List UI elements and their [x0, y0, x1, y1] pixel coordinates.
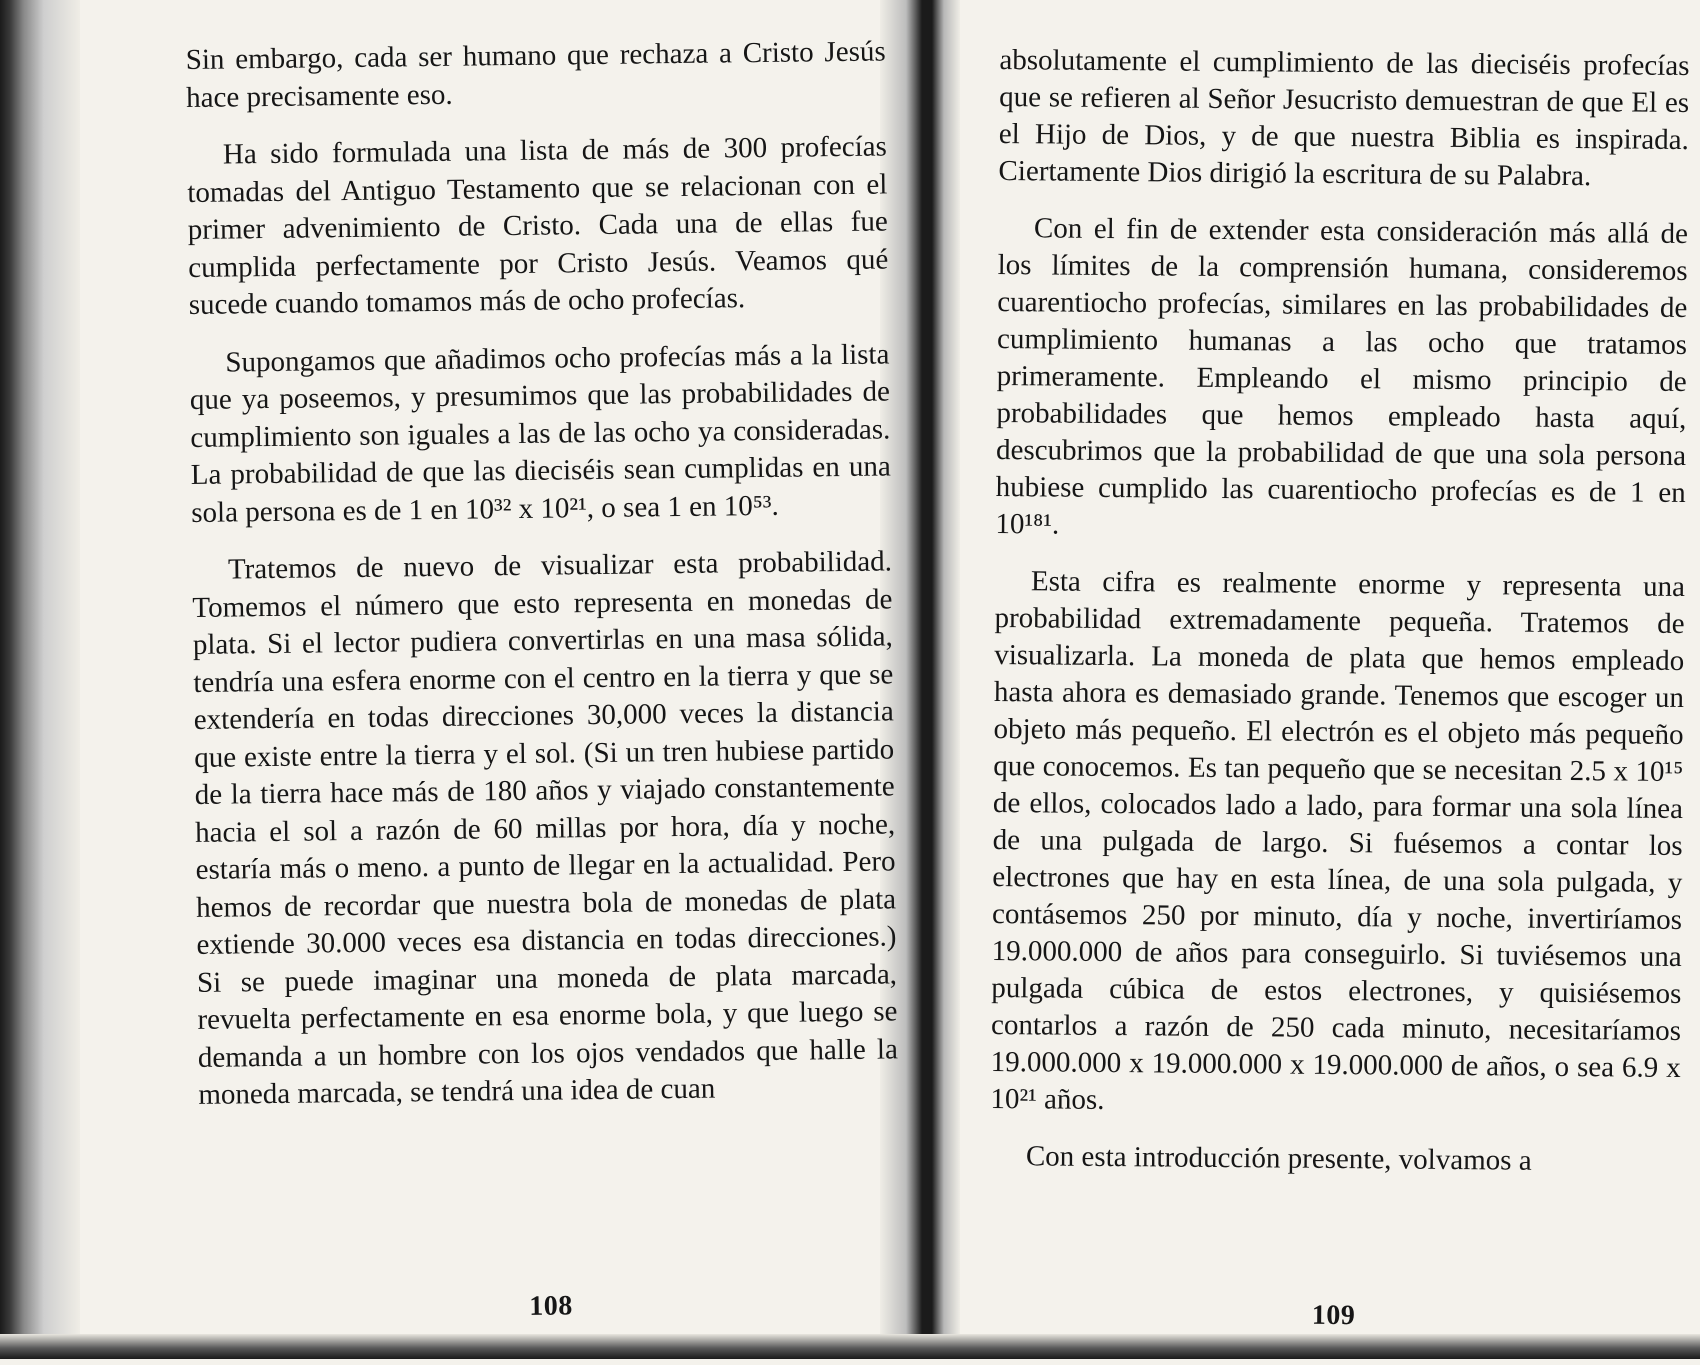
left-page-edge-shadow: [0, 0, 80, 1359]
right-paragraph-2: Con el fin de extender esta consideración más allá de los límites de la comprensión humana, consideremos cuarentiocho profecías, similares en las probabilidades de cumplimiento humanas a las ocho que tratamos primeramente. Empleando el mismo principio de probabilidades que hemos empleado hasta aquí, descubrimos que la probabilidad de que una sola persona hubiese cumplido las cuarentiocho profecías es de 1 en 10¹⁸¹.: [995, 212, 1689, 541]
right-page-text: [990, 42, 1690, 1201]
left-paragraph-1: Sin embargo, cada ser humano que rechaza a Cristo Jesús hace precisamente eso.: [185, 35, 886, 114]
right-paragraph-1: absolutamente el cumplimiento de las dieciséis profecías que se refieren al Señor Jesucristo demuestran de que El es el Hijo de Dios, y de que nuestra Biblia es inspirada. Ciertamente Dios dirigió la escritura de su Palabra.: [998, 43, 1690, 193]
left-paragraph-2: Ha sido formulada una lista de más de 300 profecías tomadas del Antiguo Testamento que se relacionan con el primer advenimiento de Cristo. Cada una de ellas fue cumplida perfectamente por Cristo Jesús. Veamos qué sucede cuando tomamos más de ocho profecías.: [187, 130, 889, 321]
left-page-text: [186, 33, 899, 1134]
right-paragraph-4: Con esta introducción presente, volvamos a: [1025, 1140, 1532, 1177]
left-paragraph-3: Supongamos que añadimos ocho profecías más a la lista que ya poseemos, y presumimos que las probabilidades de cumplimiento son iguales a las de las ocho ya consideradas. La probabilidad de que las dieciséis sean cumplidas en una sola persona es de 1 en 10³² x 10²¹, o sea 1 en 10⁵³.: [189, 337, 891, 529]
right-page: [988, 0, 1690, 1365]
left-paragraph-4: Tratemos de nuevo de visualizar esta probabilidad. Tomemos el número que esto representa en monedas de plata. Si el lector pudiera convertirlas en una masa sólida, tendría una esfera enorme con el centro en la tierra y que se extendería en todas direcciones 30,000 veces la distancia que existe entre la tierra y el sol. (Si un tren hubiese partido de la tierra hace más de 180 años y viajado constantemente hacia el sol a razón de 60 millas por hora, día y noche, estaría más o meno. a punto de llegar en la actualidad. Pero hemos de recordar que nuestra bola de monedas de plata extiende 30.000 veces esa distancia en todas direcciones.) Si se puede imaginar una moneda de plata marcada, revuelta perfectamente en esa enorme bola, y que luego se demanda a un hombre con los ojos vendados que halle la moneda marcada, se tendrá una idea de cuan: [192, 545, 899, 1111]
left-page: [185, 0, 902, 1359]
right-page-number: 109: [1311, 1299, 1356, 1332]
right-paragraph-3: Esta cifra es realmente enorme y representa una probabilidad extremadamente pequeña. Tratemos de visualizarla. La moneda de plata que hemos empleado hasta ahora es demasiado grande. Tenemos que escoger un objeto más pequeño. El electrón es el objeto más pequeño que conocemos. Es tan pequeño que se necesitan 2.5 x 10¹⁵ de ellos, colocados lado a lado, para formar una sola línea de una pulgada de largo. Si fuésemos a contar los electrones que hay en esta línea, de una sola pulgada, y contásemos 250 por minuto, día y noche, invertiríamos 19.000.000 de años para conseguirlo. Si tuviésemos una pulgada cúbica de estos electrones, y quisiésemos contarlos a razón de 250 cada minuto, necesitaríamos 19.000.000 x 19.000.000 x 19.000.000 de años, o sea 6.9 x 10²¹ años.: [990, 565, 1686, 1116]
left-page-number: 108: [529, 1290, 573, 1322]
